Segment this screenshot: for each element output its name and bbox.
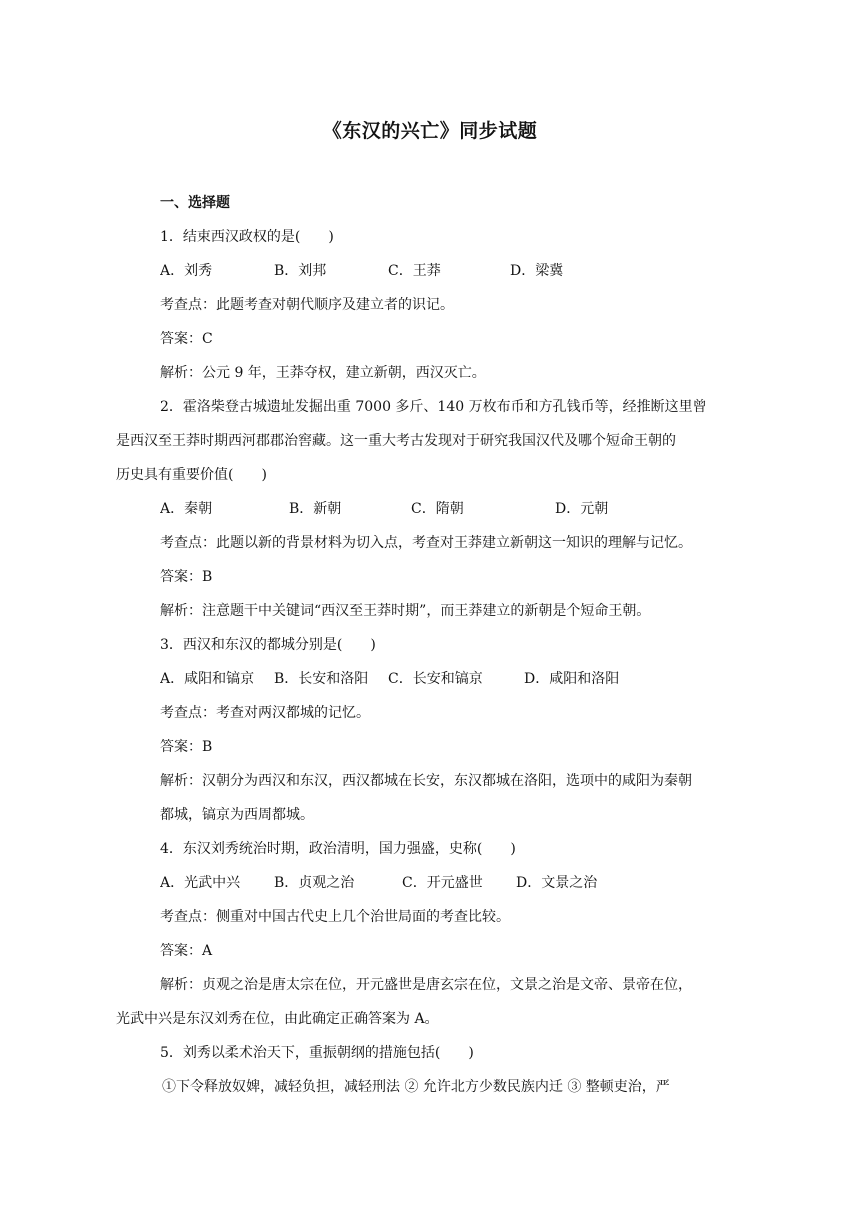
option-a: A．咸阳和镐京 <box>160 671 255 687</box>
option-b: B．长安和洛阳 <box>274 671 369 687</box>
option-b: B．刘邦 <box>274 263 327 279</box>
option-c: C．王莽 <box>388 263 441 279</box>
question-2-options <box>160 492 732 526</box>
question-4-point: 考查点：侧重对中国古代史上几个治世局面的考查比较。 <box>160 909 510 925</box>
option-d: D．文景之治 <box>516 875 598 891</box>
document-body <box>116 186 732 1104</box>
question-1-point: 考查点：此题考查对朝代顺序及建立者的识记。 <box>160 297 454 313</box>
question-3-answer: 答案：B <box>160 739 213 755</box>
option-b: B．新朝 <box>289 501 342 517</box>
question-4-analysis-line-2: 光武中兴是东汉刘秀在位，由此确定正确答案为 A。 <box>116 1011 439 1027</box>
question-2-stem-line-2: 是西汉至王莽时期西河郡郡治窖藏。这一重大考古发现对于研究我国汉代及哪个短命王朝的 <box>116 433 676 449</box>
question-2-stem-line-1: 2．霍洛柴登古城遗址发掘出重 7000 多斤、140 万枚布币和方孔钱币等，经推断这里曾 <box>160 399 707 415</box>
question-2-analysis: 解析：注意题干中关键词“西汉至王莽时期”，而王莽建立的新朝是个短命王朝。 <box>160 603 651 619</box>
option-d: D．元朝 <box>555 501 609 517</box>
question-1-answer: 答案：C <box>160 331 213 347</box>
question-3-stem: 3．西汉和东汉的都城分别是( ) <box>160 637 376 653</box>
section-heading: 一、选择题 <box>160 195 230 211</box>
question-3-options <box>160 662 732 696</box>
option-b: B．贞观之治 <box>274 875 355 891</box>
question-4-analysis-line-1: 解析：贞观之治是唐太宗在位，开元盛世是唐玄宗在位，文景之治是文帝、景帝在位， <box>160 977 692 993</box>
option-a: A．光武中兴 <box>160 875 241 891</box>
question-5-sub-items: ①下令释放奴婢，减轻负担，减轻刑法 ② 允许北方少数民族内迁 ③ 整顿吏治，严 <box>162 1079 670 1095</box>
question-3-point: 考查点：考查对两汉都城的记忆。 <box>160 705 370 721</box>
question-3-analysis-line-1: 解析：汉朝分为西汉和东汉，西汉都城在长安，东汉都城在洛阳，选项中的咸阳为秦朝 <box>160 773 692 789</box>
question-4-stem: 4．东汉刘秀统治时期，政治清明，国力强盛，史称( ) <box>160 841 516 857</box>
question-2-stem-line-3: 历史具有重要价值( ) <box>116 467 267 483</box>
option-c: C．长安和镐京 <box>388 671 483 687</box>
question-2-point: 考查点：此题以新的背景材料为切入点，考查对王莽建立新朝这一知识的理解与记忆。 <box>160 535 692 551</box>
question-2-answer: 答案：B <box>160 569 213 585</box>
page-title: 《东汉的兴亡》同步试题 <box>322 120 538 142</box>
option-c: C．开元盛世 <box>402 875 483 891</box>
option-d: D．咸阳和洛阳 <box>524 671 620 687</box>
option-c: C．隋朝 <box>411 501 464 517</box>
question-1-analysis: 解析：公元 9 年，王莽夺权，建立新朝，西汉灭亡。 <box>160 365 486 381</box>
question-3-analysis-line-2: 都城，镐京为西周都城。 <box>160 807 314 823</box>
option-a: A．秦朝 <box>160 501 213 517</box>
question-1-stem: 1．结束西汉政权的是( ) <box>160 229 334 245</box>
question-4-answer: 答案：A <box>160 943 213 959</box>
question-5-stem: 5．刘秀以柔术治天下，重振朝纲的措施包括( ) <box>160 1045 474 1061</box>
option-d: D．梁冀 <box>510 263 564 279</box>
question-1-options <box>160 254 732 288</box>
option-a: A．刘秀 <box>160 263 213 279</box>
question-4-options <box>160 866 732 900</box>
